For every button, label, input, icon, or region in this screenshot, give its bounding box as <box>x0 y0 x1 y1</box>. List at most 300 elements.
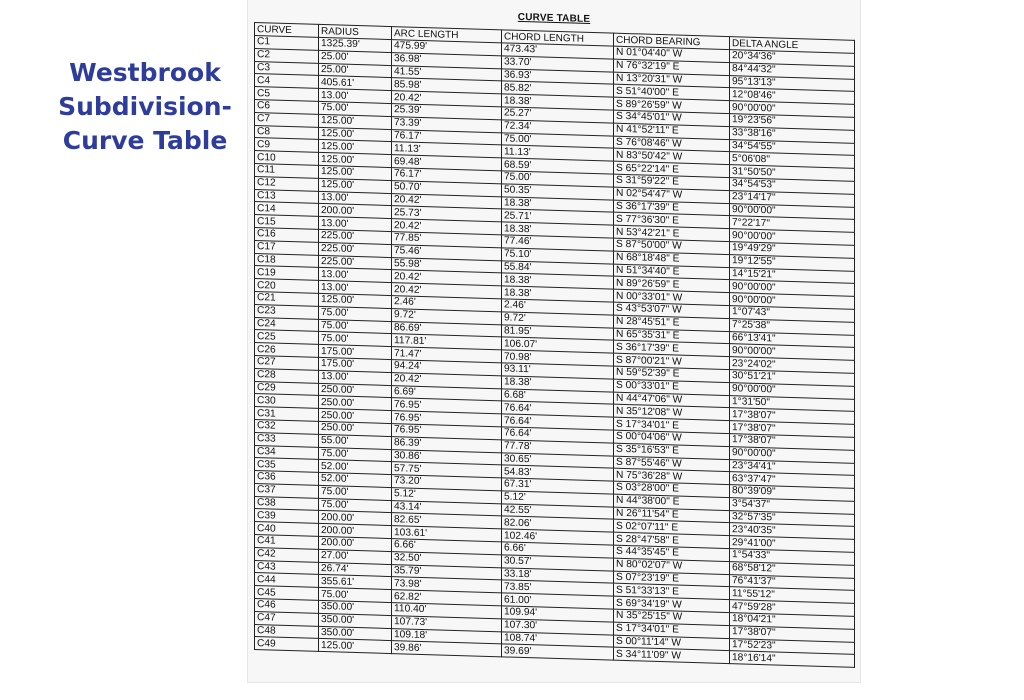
chord-length-cell: 473.43' <box>502 43 614 59</box>
delta-angle-cell: 33°38'16" <box>730 126 855 143</box>
radius-cell: 125.00' <box>319 140 392 155</box>
curve-table <box>254 22 855 668</box>
curve-id-cell: C16 <box>255 227 319 242</box>
arc-length-cell: 20.42' <box>392 219 502 235</box>
curve-id-cell: C27 <box>255 355 319 370</box>
header-chord-bearing: CHORD BEARING <box>614 33 730 49</box>
arc-length-cell: 103.61' <box>392 526 502 542</box>
arc-length-cell: 36.98' <box>392 52 502 68</box>
chord-bearing-cell: N 65°35'31" E <box>614 328 730 344</box>
radius-cell: 26.74' <box>319 562 392 577</box>
delta-angle-cell: 14°15'21" <box>730 267 855 284</box>
curve-id-cell: C24 <box>255 317 319 332</box>
chord-bearing-cell: S 44°35'45" E <box>614 545 730 561</box>
chord-bearing-cell: S 34°45'01" W <box>614 110 730 126</box>
chord-length-cell: 107.30' <box>502 619 614 635</box>
arc-length-cell: 62.82' <box>392 590 502 606</box>
chord-bearing-cell: S 43°53'07" W <box>614 302 730 318</box>
chord-length-cell: 67.31' <box>502 478 614 494</box>
chord-bearing-cell: S 87°50'00" W <box>614 238 730 254</box>
curve-id-cell: C14 <box>255 202 319 217</box>
arc-length-cell: 20.42' <box>392 283 502 299</box>
delta-angle-cell: 90°00'00" <box>730 382 855 399</box>
chord-bearing-cell: S 65°22'14" E <box>614 161 730 177</box>
chord-bearing-cell: S 87°55'46" W <box>614 456 730 472</box>
arc-length-cell: 57.75' <box>392 462 502 478</box>
delta-angle-cell: 68°58'12" <box>730 561 855 578</box>
radius-cell: 250.00' <box>319 421 392 436</box>
chord-bearing-cell: N 00°33'01" W <box>614 289 730 305</box>
arc-length-cell: 25.73' <box>392 206 502 222</box>
chord-bearing-cell: N 51°34'40" E <box>614 264 730 280</box>
delta-angle-cell: 47°59'28" <box>730 600 855 617</box>
delta-angle-cell: 1°07'43" <box>730 306 855 323</box>
curve-id-cell: C3 <box>255 61 319 76</box>
curve-id-cell: C25 <box>255 330 319 345</box>
radius-cell: 75.00' <box>319 319 392 334</box>
radius-cell: 27.00' <box>319 549 392 564</box>
curve-id-cell: C45 <box>255 586 319 601</box>
chord-bearing-cell: N 35°25'15" W <box>614 609 730 625</box>
curve-id-cell: C36 <box>255 471 319 486</box>
curve-id-cell: C21 <box>255 291 319 306</box>
radius-cell: 125.00' <box>319 127 392 142</box>
arc-length-cell: 73.39' <box>392 116 502 132</box>
chord-length-cell: 77.46' <box>502 235 614 251</box>
chord-length-cell: 54.83' <box>502 465 614 481</box>
curve-id-cell: C37 <box>255 483 319 498</box>
curve-id-cell: C15 <box>255 215 319 230</box>
curve-id-cell: C32 <box>255 419 319 434</box>
delta-angle-cell: 17°52'23" <box>730 638 855 655</box>
curve-id-cell: C13 <box>255 189 319 204</box>
arc-length-cell: 76.17' <box>392 129 502 145</box>
arc-length-cell: 39.86' <box>392 641 502 657</box>
arc-length-cell: 109.18' <box>392 628 502 644</box>
delta-angle-cell: 95°13'13" <box>730 75 855 92</box>
arc-length-cell: 11.13' <box>392 142 502 158</box>
arc-length-cell: 20.42' <box>392 270 502 286</box>
curve-id-cell: C1 <box>255 36 319 51</box>
arc-length-cell: 30.86' <box>392 449 502 465</box>
delta-angle-cell: 32°57'35" <box>730 510 855 527</box>
chord-bearing-cell: S 35°16'53" E <box>614 443 730 459</box>
chord-bearing-cell: S 02°07'11" E <box>614 520 730 536</box>
arc-length-cell: 20.42' <box>392 372 502 388</box>
radius-cell: 125.00' <box>319 178 392 193</box>
arc-length-cell: 9.72' <box>392 308 502 324</box>
arc-length-cell: 25.39' <box>392 104 502 120</box>
delta-angle-cell: 1°31'50" <box>730 395 855 412</box>
arc-length-cell: 20.42' <box>392 193 502 209</box>
delta-angle-cell: 63°37'47" <box>730 472 855 489</box>
chord-length-cell: 5.12' <box>502 491 614 507</box>
chord-length-cell: 102.46' <box>502 529 614 545</box>
radius-cell: 175.00' <box>319 345 392 360</box>
header-delta-angle: DELTA ANGLE <box>730 37 855 54</box>
curve-id-cell: C4 <box>255 74 319 89</box>
radius-cell: 250.00' <box>319 383 392 398</box>
chord-bearing-cell: S 07°23'19" E <box>614 571 730 587</box>
chord-bearing-cell: S 76°08'46" W <box>614 136 730 152</box>
chord-length-cell: 76.64' <box>502 401 614 417</box>
curve-id-cell: C38 <box>255 496 319 511</box>
arc-length-cell: 5.12' <box>392 487 502 503</box>
chord-length-cell: 85.82' <box>502 81 614 97</box>
chord-bearing-cell: S 36°17'39" E <box>614 200 730 216</box>
arc-length-cell: 32.50' <box>392 551 502 567</box>
chord-bearing-cell: N 83°50'42" W <box>614 149 730 165</box>
chord-bearing-cell: N 76°32'19" E <box>614 59 730 75</box>
delta-angle-cell: 19°49'29" <box>730 242 855 259</box>
chord-length-cell: 30.57' <box>502 555 614 571</box>
chord-bearing-cell: S 87°00'21" W <box>614 353 730 369</box>
chord-length-cell: 39.69' <box>502 644 614 660</box>
radius-cell: 75.00' <box>319 485 392 500</box>
radius-cell: 13.00' <box>319 89 392 104</box>
delta-angle-cell: 76°41'37" <box>730 574 855 591</box>
delta-angle-cell: 3°54'37" <box>730 498 855 515</box>
curve-id-cell: C20 <box>255 279 319 294</box>
chord-bearing-cell: N 13°20'31" W <box>614 72 730 88</box>
chord-length-cell: 42.55' <box>502 504 614 520</box>
chord-length-cell: 6.66' <box>502 542 614 558</box>
arc-length-cell: 6.69' <box>392 385 502 401</box>
arc-length-cell: 43.14' <box>392 500 502 516</box>
chord-bearing-cell: N 44°38'00" E <box>614 494 730 510</box>
radius-cell: 125.00' <box>319 639 392 654</box>
chord-length-cell: 75.00' <box>502 171 614 187</box>
curve-id-cell: C19 <box>255 266 319 281</box>
chord-length-cell: 6.68' <box>502 388 614 404</box>
chord-bearing-cell: N 80°02'07" W <box>614 558 730 574</box>
curve-id-cell: C5 <box>255 87 319 102</box>
chord-bearing-cell: S 69°34'19" W <box>614 596 730 612</box>
curve-id-cell: C7 <box>255 112 319 127</box>
delta-angle-cell: 34°54'53" <box>730 178 855 195</box>
radius-cell: 52.00' <box>319 460 392 475</box>
chord-length-cell: 82.06' <box>502 516 614 532</box>
radius-cell: 25.00' <box>319 50 392 65</box>
arc-length-cell: 77.85' <box>392 232 502 248</box>
chord-length-cell: 70.98' <box>502 350 614 366</box>
delta-angle-cell: 80°39'09" <box>730 485 855 502</box>
delta-angle-cell: 17°38'07" <box>730 625 855 642</box>
radius-cell: 200.00' <box>319 536 392 551</box>
table-caption: CURVE TABLE <box>517 11 591 25</box>
delta-angle-cell: 19°12'55" <box>730 254 855 271</box>
arc-length-cell: 69.48' <box>392 155 502 171</box>
arc-length-cell: 86.39' <box>392 436 502 452</box>
delta-angle-cell: 90°00'00" <box>730 203 855 220</box>
delta-angle-cell: 90°00'00" <box>730 293 855 310</box>
chord-length-cell: 108.74' <box>502 632 614 648</box>
chord-bearing-cell: N 59°52'39" E <box>614 366 730 382</box>
chord-length-cell: 33.70' <box>502 56 614 72</box>
chord-length-cell: 68.59' <box>502 158 614 174</box>
arc-length-cell: 117.81' <box>392 334 502 350</box>
side-title <box>50 56 240 158</box>
side-title-line-3: Curve Table <box>62 126 228 155</box>
radius-cell: 75.00' <box>319 306 392 321</box>
curve-rows <box>255 36 855 668</box>
radius-cell: 225.00' <box>319 242 392 257</box>
chord-bearing-cell: N 35°12'08" W <box>614 404 730 420</box>
curve-id-cell: C49 <box>255 637 319 652</box>
radius-cell: 405.61' <box>319 76 392 91</box>
delta-angle-cell: 12°08'46" <box>730 88 855 105</box>
delta-angle-cell: 23°14'17" <box>730 190 855 207</box>
delta-angle-cell: 17°38'07" <box>730 421 855 438</box>
radius-cell: 225.00' <box>319 229 392 244</box>
curve-id-cell: C17 <box>255 240 319 255</box>
curve-id-cell: C48 <box>255 624 319 639</box>
arc-length-cell: 41.55' <box>392 65 502 81</box>
curve-id-cell: C41 <box>255 535 319 550</box>
header-chord-length: CHORD LENGTH <box>502 30 614 46</box>
radius-cell: 125.00' <box>319 114 392 129</box>
delta-angle-cell: 5°06'08" <box>730 152 855 169</box>
chord-bearing-cell: S 89°26'59" W <box>614 97 730 113</box>
curve-id-cell: C34 <box>255 445 319 460</box>
chord-length-cell: 61.00' <box>502 593 614 609</box>
delta-angle-cell: 1°54'33" <box>730 549 855 566</box>
chord-bearing-cell: N 02°54'47" W <box>614 187 730 203</box>
chord-bearing-cell: N 26°11'54" E <box>614 507 730 523</box>
chord-bearing-cell: N 41°52'11" E <box>614 123 730 139</box>
radius-cell: 200.00' <box>319 204 392 219</box>
side-title-line-1: Westbrook <box>69 58 221 87</box>
curve-id-cell: C47 <box>255 611 319 626</box>
curve-id-cell: C12 <box>255 176 319 191</box>
arc-length-cell: 76.95' <box>392 423 502 439</box>
chord-bearing-cell: S 17°34'01" E <box>614 622 730 638</box>
radius-cell: 125.00' <box>319 153 392 168</box>
radius-cell: 125.00' <box>319 293 392 308</box>
chord-length-cell: 109.94' <box>502 606 614 622</box>
chord-length-cell: 75.10' <box>502 248 614 264</box>
chord-length-cell: 50.35' <box>502 184 614 200</box>
radius-cell: 250.00' <box>319 396 392 411</box>
radius-cell: 75.00' <box>319 588 392 603</box>
chord-length-cell: 18.38' <box>502 222 614 238</box>
arc-length-cell: 50.70' <box>392 180 502 196</box>
arc-length-cell: 20.42' <box>392 91 502 107</box>
radius-cell: 13.00' <box>319 268 392 283</box>
arc-length-cell: 475.99' <box>392 40 502 56</box>
chord-length-cell: 11.13' <box>502 145 614 161</box>
chord-bearing-cell: S 00°11'14" W <box>614 635 730 651</box>
delta-angle-cell: 34°54'55" <box>730 139 855 156</box>
curve-id-cell: C33 <box>255 432 319 447</box>
delta-angle-cell: 23°24'02" <box>730 357 855 374</box>
curve-id-cell: C30 <box>255 394 319 409</box>
chord-bearing-cell: S 34°11'09" W <box>614 648 730 664</box>
chord-bearing-cell: N 89°26'59" E <box>614 277 730 293</box>
delta-angle-cell: 29°41'00" <box>730 536 855 553</box>
chord-bearing-cell: N 75°36'28" W <box>614 468 730 484</box>
chord-length-cell: 25.27' <box>502 107 614 123</box>
delta-angle-cell: 30°51'21" <box>730 370 855 387</box>
curve-id-cell: C26 <box>255 343 319 358</box>
curve-id-cell: C10 <box>255 151 319 166</box>
radius-cell: 13.00' <box>319 217 392 232</box>
delta-angle-cell: 7°25'38" <box>730 318 855 335</box>
delta-angle-cell: 90°00'00" <box>730 229 855 246</box>
chord-bearing-cell: S 31°59'22" E <box>614 174 730 190</box>
arc-length-cell: 76.17' <box>392 168 502 184</box>
arc-length-cell: 71.47' <box>392 347 502 363</box>
radius-cell: 13.00' <box>319 370 392 385</box>
curve-id-cell: C29 <box>255 381 319 396</box>
arc-length-cell: 2.46' <box>392 296 502 312</box>
chord-length-cell: 72.34' <box>502 120 614 136</box>
delta-angle-cell: 66°13'41" <box>730 331 855 348</box>
radius-cell: 75.00' <box>319 447 392 462</box>
radius-cell: 350.00' <box>319 626 392 641</box>
curve-id-cell: C2 <box>255 48 319 63</box>
chord-length-cell: 9.72' <box>502 312 614 328</box>
delta-angle-cell: 90°00'00" <box>730 101 855 118</box>
delta-angle-cell: 31°50'50" <box>730 165 855 182</box>
delta-angle-cell: 23°34'41" <box>730 459 855 476</box>
chord-length-cell: 55.84' <box>502 260 614 276</box>
radius-cell: 225.00' <box>319 255 392 270</box>
chord-bearing-cell: N 68°18'48" E <box>614 251 730 267</box>
curve-id-cell: C8 <box>255 125 319 140</box>
arc-length-cell: 35.79' <box>392 564 502 580</box>
delta-angle-cell: 18°16'14" <box>730 651 855 668</box>
delta-angle-cell: 90°00'00" <box>730 344 855 361</box>
arc-length-cell: 73.20' <box>392 475 502 491</box>
curve-table-region <box>254 0 854 700</box>
arc-length-cell: 107.73' <box>392 615 502 631</box>
delta-angle-cell: 19°23'56" <box>730 114 855 131</box>
curve-id-cell: C31 <box>255 407 319 422</box>
arc-length-cell: 94.24' <box>392 360 502 376</box>
radius-cell: 75.00' <box>319 101 392 116</box>
curve-id-cell: C43 <box>255 560 319 575</box>
chord-length-cell: 81.95' <box>502 324 614 340</box>
chord-length-cell: 18.38' <box>502 94 614 110</box>
radius-cell: 25.00' <box>319 63 392 78</box>
arc-length-cell: 86.69' <box>392 321 502 337</box>
curve-id-cell: C44 <box>255 573 319 588</box>
chord-bearing-cell: S 17°34'01" E <box>614 417 730 433</box>
radius-cell: 350.00' <box>319 613 392 628</box>
chord-bearing-cell: N 01°04'40" W <box>614 46 730 62</box>
curve-id-cell: C11 <box>255 163 319 178</box>
delta-angle-cell: 17°38'07" <box>730 434 855 451</box>
radius-cell: 355.61' <box>319 575 392 590</box>
curve-id-cell: C6 <box>255 99 319 114</box>
header-radius: RADIUS <box>319 24 392 39</box>
delta-angle-cell: 20°34'36" <box>730 50 855 67</box>
radius-cell: 175.00' <box>319 357 392 372</box>
chord-bearing-cell: S 51°40'00" E <box>614 85 730 101</box>
chord-bearing-cell: N 53°42'21" E <box>614 225 730 241</box>
chord-length-cell: 106.07' <box>502 337 614 353</box>
curve-id-cell: C40 <box>255 522 319 537</box>
delta-angle-cell: 90°00'00" <box>730 280 855 297</box>
curve-id-cell: C28 <box>255 368 319 383</box>
arc-length-cell: 73.98' <box>392 577 502 593</box>
header-arc-length: ARC LENGTH <box>392 27 502 43</box>
chord-length-cell: 2.46' <box>502 299 614 315</box>
radius-cell: 52.00' <box>319 473 392 488</box>
radius-cell: 200.00' <box>319 524 392 539</box>
radius-cell: 200.00' <box>319 511 392 526</box>
chord-bearing-cell: S 77°36'30" E <box>614 213 730 229</box>
delta-angle-cell: 7°22'17" <box>730 216 855 233</box>
chord-bearing-cell: S 36°17'39" E <box>614 340 730 356</box>
chord-bearing-cell: N 44°47'06" W <box>614 392 730 408</box>
radius-cell: 13.00' <box>319 281 392 296</box>
delta-angle-cell: 84°44'32" <box>730 62 855 79</box>
delta-angle-cell: 17°38'07" <box>730 408 855 425</box>
arc-length-cell: 76.95' <box>392 411 502 427</box>
arc-length-cell: 85.98' <box>392 78 502 94</box>
curve-id-cell: C23 <box>255 304 319 319</box>
arc-length-cell: 6.66' <box>392 539 502 555</box>
curve-id-cell: C35 <box>255 458 319 473</box>
chord-length-cell: 73.85' <box>502 580 614 596</box>
radius-cell: 75.00' <box>319 332 392 347</box>
chord-length-cell: 18.38' <box>502 286 614 302</box>
arc-length-cell: 75.46' <box>392 244 502 260</box>
curve-id-cell: C39 <box>255 509 319 524</box>
radius-cell: 250.00' <box>319 409 392 424</box>
delta-angle-cell: 18°04'21" <box>730 613 855 630</box>
chord-length-cell: 76.64' <box>502 427 614 443</box>
delta-angle-cell: 90°00'00" <box>730 446 855 463</box>
chord-length-cell: 33.18' <box>502 568 614 584</box>
arc-length-cell: 110.40' <box>392 603 502 619</box>
arc-length-cell: 76.95' <box>392 398 502 414</box>
chord-length-cell: 77.78' <box>502 440 614 456</box>
chord-length-cell: 25.71' <box>502 209 614 225</box>
chord-length-cell: 36.93' <box>502 68 614 84</box>
chord-length-cell: 18.38' <box>502 273 614 289</box>
chord-bearing-cell: S 28°47'58" E <box>614 532 730 548</box>
radius-cell: 125.00' <box>319 165 392 180</box>
chord-length-cell: 30.65' <box>502 452 614 468</box>
delta-angle-cell: 23°40'35" <box>730 523 855 540</box>
chord-bearing-cell: S 00°33'01" E <box>614 379 730 395</box>
curve-id-cell: C42 <box>255 547 319 562</box>
chord-length-cell: 76.64' <box>502 414 614 430</box>
chord-bearing-cell: N 28°45'51" E <box>614 315 730 331</box>
curve-id-cell: C18 <box>255 253 319 268</box>
delta-angle-cell: 11°55'12" <box>730 587 855 604</box>
radius-cell: 1325.39' <box>319 37 392 52</box>
chord-bearing-cell: S 00°04'06" W <box>614 430 730 446</box>
header-curve: CURVE <box>255 23 319 38</box>
chord-length-cell: 18.38' <box>502 376 614 392</box>
radius-cell: 75.00' <box>319 498 392 513</box>
radius-cell: 350.00' <box>319 600 392 615</box>
arc-length-cell: 55.98' <box>392 257 502 273</box>
radius-cell: 55.00' <box>319 434 392 449</box>
arc-length-cell: 82.65' <box>392 513 502 529</box>
chord-bearing-cell: S 03°28'00" E <box>614 481 730 497</box>
chord-bearing-cell: S 51°33'13" E <box>614 584 730 600</box>
chord-length-cell: 75.00' <box>502 132 614 148</box>
curve-id-cell: C9 <box>255 138 319 153</box>
chord-length-cell: 93.11' <box>502 363 614 379</box>
chord-length-cell: 18.38' <box>502 196 614 212</box>
side-title-line-2: Subdivision- <box>58 92 232 121</box>
